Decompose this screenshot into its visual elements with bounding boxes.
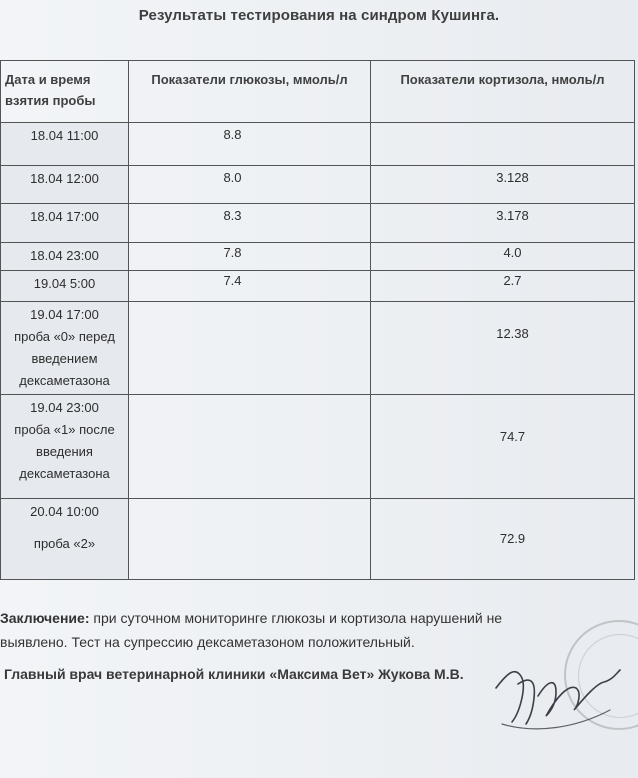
row-date bbox=[1, 498, 129, 579]
row-glucose bbox=[129, 301, 371, 394]
header-date bbox=[1, 61, 129, 123]
row-date: 18.04 11:00 bbox=[1, 123, 129, 166]
row-date-main: 20.04 10:00 bbox=[30, 503, 99, 519]
row-date-main: 19.04 23:00 bbox=[30, 400, 99, 416]
header-date-line2: взятия пробы bbox=[5, 93, 96, 108]
row-date-note: введением bbox=[31, 350, 98, 366]
results-table-wrap bbox=[0, 60, 634, 580]
row-cortisol: 12.38 bbox=[371, 301, 635, 394]
row-cortisol: 3.178 bbox=[371, 204, 635, 243]
row-cortisol: 74.7 bbox=[371, 395, 635, 499]
row-cortisol: 3.128 bbox=[371, 165, 635, 204]
header-date-line1: Дата и время bbox=[5, 72, 91, 87]
row-date-note: дексаметазона bbox=[19, 466, 110, 482]
row-glucose bbox=[129, 498, 371, 579]
row-date: 18.04 12:00 bbox=[1, 165, 129, 204]
row-glucose: 8.8 bbox=[129, 123, 371, 166]
row-date bbox=[1, 395, 129, 499]
row-glucose: 7.8 bbox=[129, 242, 371, 270]
row-date-note: проба «0» перед bbox=[14, 328, 115, 344]
table-row bbox=[1, 242, 635, 270]
conclusion-label: Заключение: bbox=[0, 610, 90, 626]
row-date: 18.04 17:00 bbox=[1, 204, 129, 243]
header-cortisol: Показатели кортизола, нмоль/л bbox=[371, 61, 635, 123]
row-cortisol: 4.0 bbox=[371, 242, 635, 270]
row-glucose: 8.3 bbox=[129, 204, 371, 243]
row-date-main: 19.04 17:00 bbox=[30, 306, 99, 322]
conclusion-text-line2: выявлено. Тест на супрессию дексаметазоном положительный. bbox=[0, 634, 415, 650]
doctor-signature-line: Главный врач ветеринарной клиники «Максима Вет» Жукова М.В. bbox=[4, 666, 464, 682]
row-glucose: 8.0 bbox=[129, 165, 371, 204]
header-glucose: Показатели глюкозы, ммоль/л bbox=[129, 61, 371, 123]
row-glucose: 7.4 bbox=[129, 271, 371, 301]
table-row bbox=[1, 498, 635, 579]
table-row bbox=[1, 301, 635, 394]
row-cortisol: 72.9 bbox=[371, 498, 635, 579]
row-date-note: проба «2» bbox=[33, 535, 96, 551]
row-cortisol bbox=[371, 123, 635, 166]
results-table bbox=[0, 60, 635, 580]
row-cortisol: 2.7 bbox=[371, 271, 635, 301]
row-date-note: проба «1» после bbox=[14, 422, 115, 438]
table-header-row bbox=[1, 61, 635, 123]
row-date bbox=[1, 301, 129, 394]
row-glucose bbox=[129, 395, 371, 499]
table-row bbox=[1, 204, 635, 243]
row-date: 19.04 5:00 bbox=[1, 271, 129, 301]
row-date-note: введения bbox=[36, 444, 93, 460]
table-row bbox=[1, 395, 635, 499]
document-title: Результаты тестирования на синдром Кушинга. bbox=[138, 7, 500, 24]
table-row bbox=[1, 271, 635, 301]
handwritten-signature bbox=[478, 626, 638, 736]
table-row bbox=[1, 123, 635, 166]
row-date: 18.04 23:00 bbox=[1, 242, 129, 270]
row-date-note: дексаметазона bbox=[19, 372, 110, 388]
table-row bbox=[1, 165, 635, 204]
conclusion-text-line1: при суточном мониторинге глюкозы и кортизола нарушений не bbox=[89, 610, 503, 626]
